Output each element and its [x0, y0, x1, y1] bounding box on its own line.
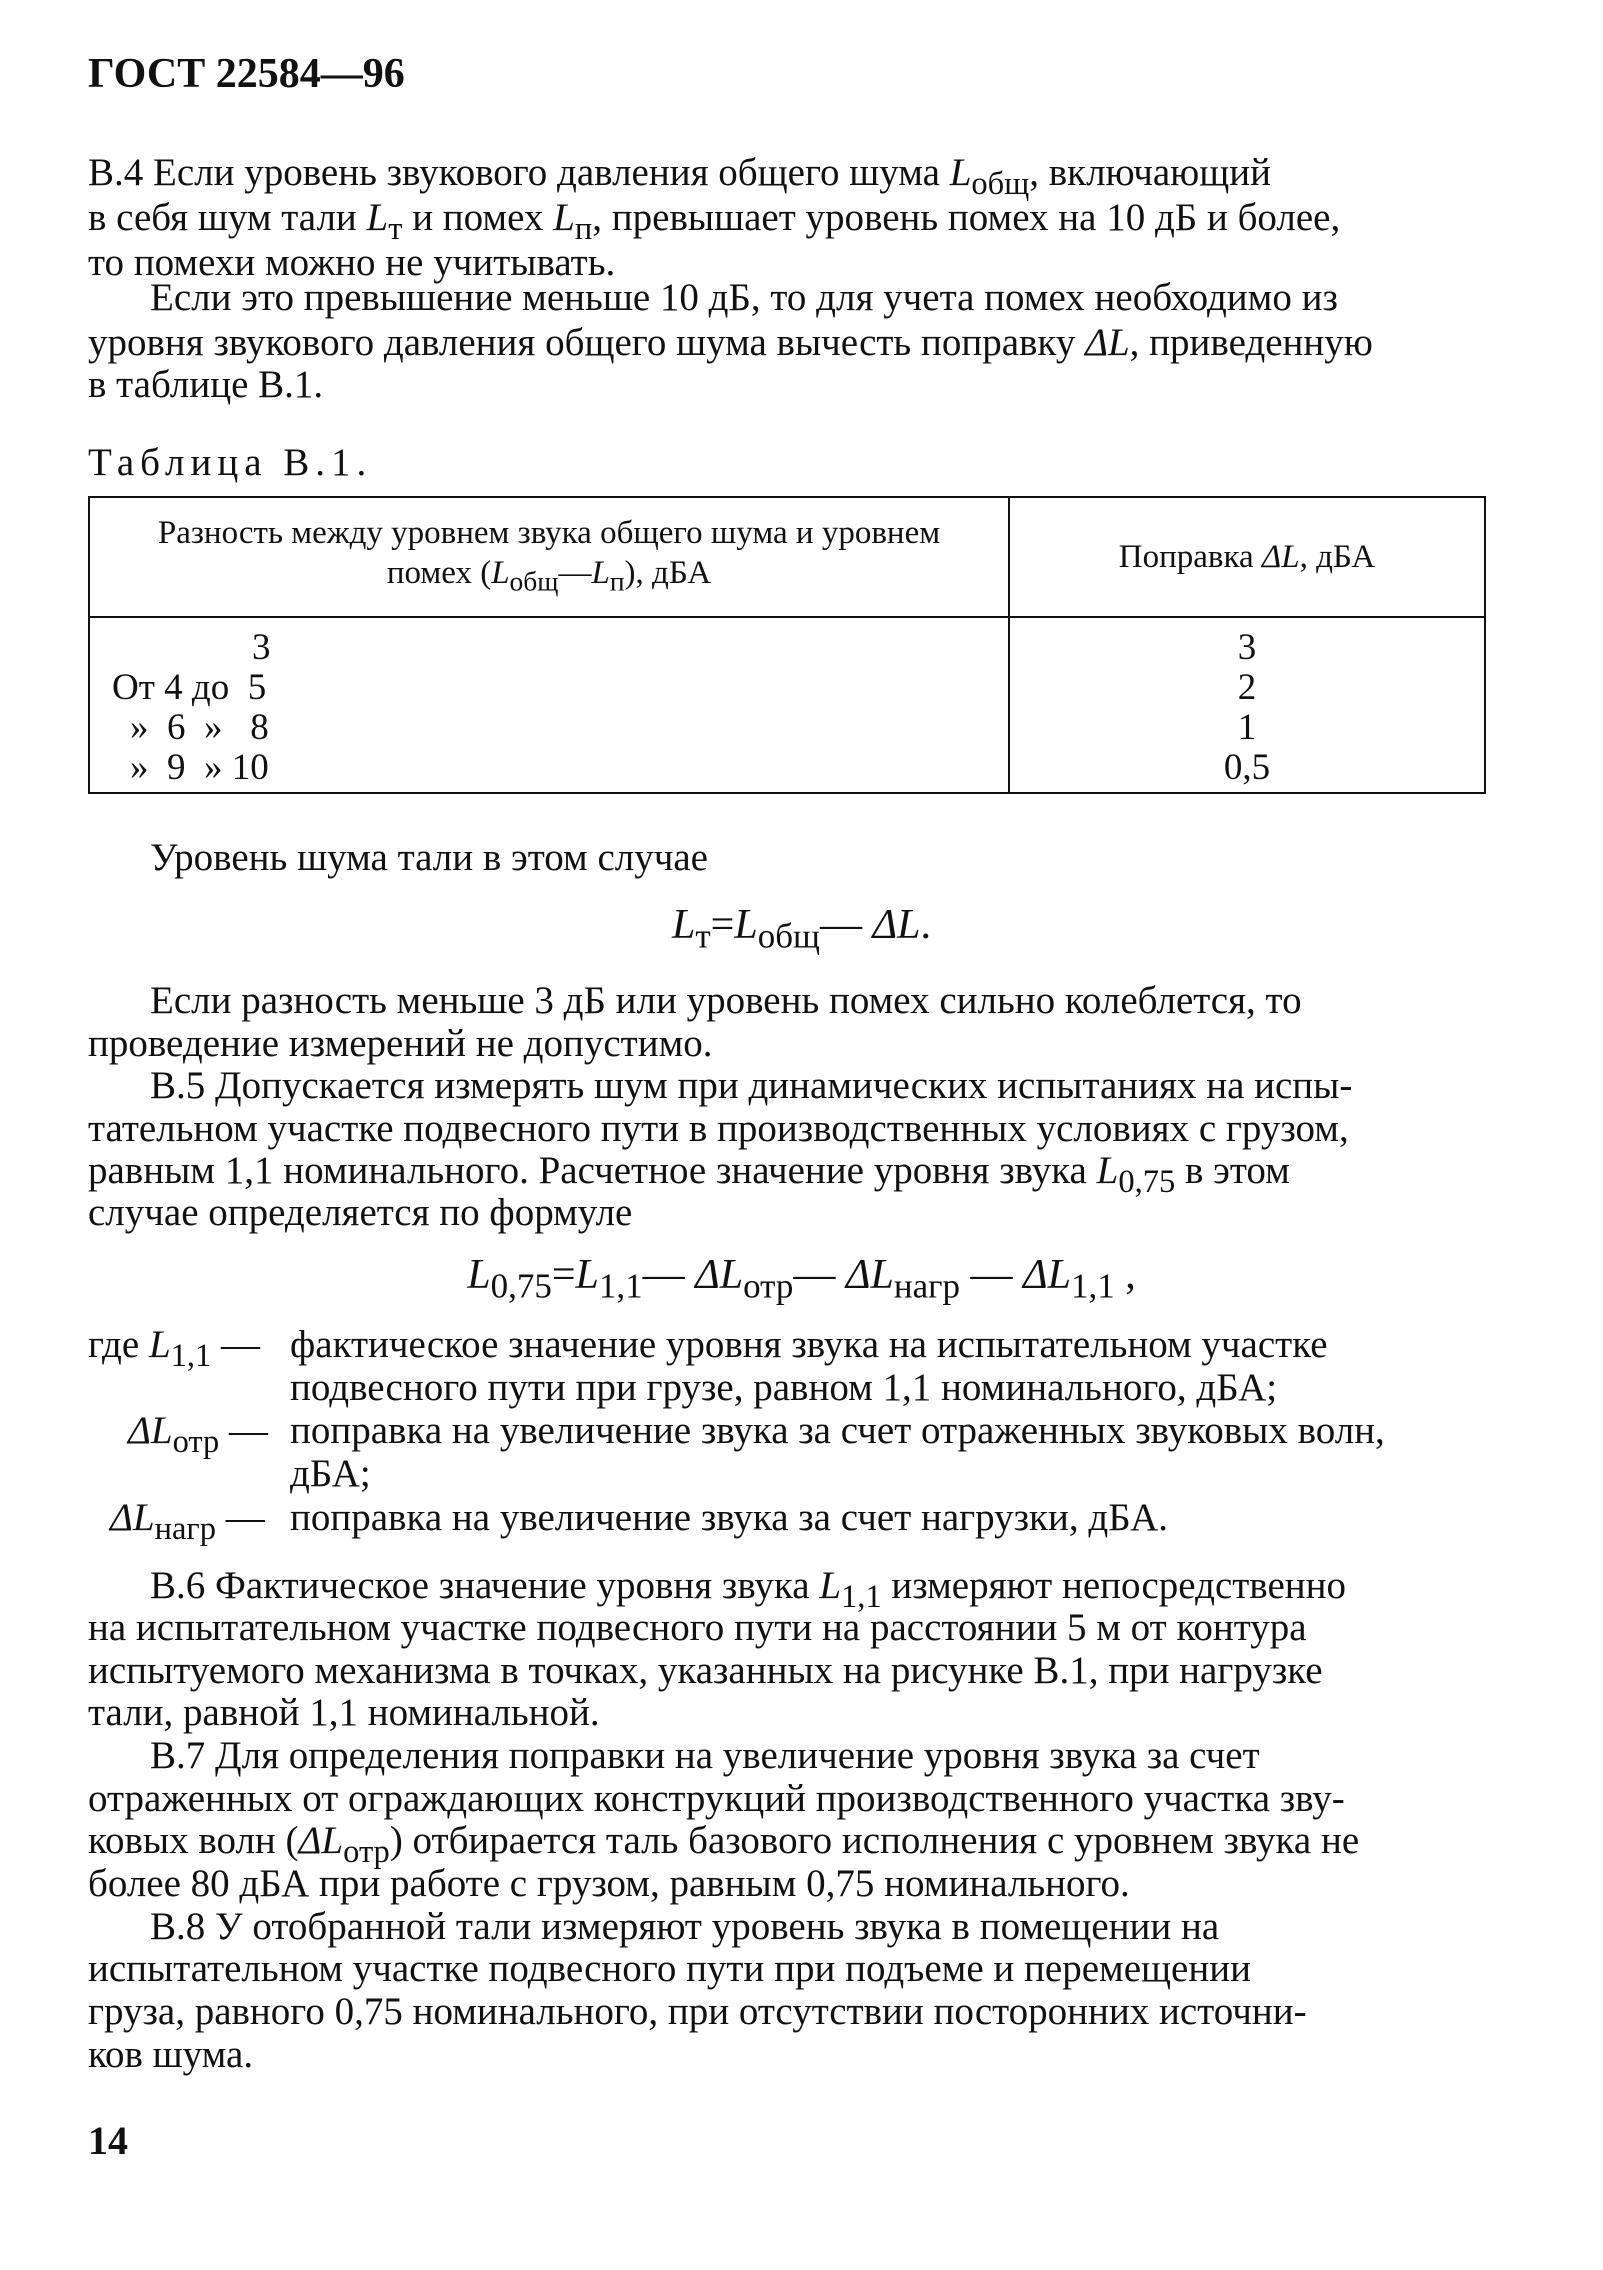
- paragraph-b4-2-line2: уровня звукового давления общего шума вычесть поправку ΔL, приведенную: [88, 321, 1373, 364]
- paragraph-b8-line1: В.8 У отобранной тали измеряют уровень звука в помещении на: [150, 1905, 1220, 1948]
- correction-table: [88, 496, 1486, 794]
- paragraph-b6-line3: испытуемого механизма в точках, указанных на рисунке В.1, при нагрузке: [88, 1649, 1323, 1692]
- paragraph-b6-line2: на испытательном участке подвесного пути на расстоянии 5 м от контура: [88, 1606, 1307, 1649]
- where-def-l11-line1: фактическое значение уровня звука на испытательном участке: [290, 1323, 1328, 1366]
- paragraph-b7-line2: отраженных от ограждающих конструкций производственного участка зву-: [88, 1777, 1345, 1820]
- document-header: ГОСТ 22584—96: [88, 51, 405, 97]
- paragraph-b5-line1: В.5 Допускается измерять шум при динамических испытаниях на испы-: [150, 1064, 1353, 1107]
- page-number: 14: [88, 2118, 128, 2163]
- where-def-dlotr-line2: дБА;: [290, 1452, 371, 1495]
- paragraph-b5-line2: тательном участке подвесного пути в производственных условиях с грузом,: [88, 1107, 1349, 1150]
- formula-l075: $L_{0,75}=L_{1,1}—$ $\Delta L_{отр}—$ $\Delta L_{нагр}$ — $\Delta L_{1,1}$ ,: [467, 1252, 1136, 1306]
- paragraph-b4-2-line3: в таблице В.1.: [88, 363, 324, 406]
- diff-note-line2: проведение измерений не допустимо.: [88, 1022, 713, 1065]
- paragraph-b7-line4: более 80 дБА при работе с грузом, равным 0,75 номинального.: [88, 1862, 1130, 1905]
- where-symbol-l11: где $L_{1,1}$ —: [88, 1323, 261, 1374]
- paragraph-b4-line3: то помехи можно не учитывать.: [88, 241, 616, 284]
- paragraph-b4-line1: В.4 Если уровень звукового давления общего шума $L_{общ}$, включающий: [88, 151, 1272, 202]
- table-row-correction: 0,5: [1223, 747, 1271, 788]
- where-symbol-dlnagr: $\Delta L_{нагр}$ —: [110, 1496, 265, 1547]
- table-caption: Таблица В.1.: [88, 441, 373, 484]
- paragraph-b8-line3: груза, равного 0,75 номинального, при отсутствии посторонних источни-: [88, 1990, 1307, 2033]
- paragraph-b4-line2: в себя шум тали $L_т$ и помех $L_п$, превышает уровень помех на 10 дБ и более,: [88, 196, 1341, 247]
- paragraph-b6-line4: тали, равной 1,1 номинальной.: [88, 1691, 600, 1734]
- where-def-dlnagr-line1: поправка на увеличение звука за счет нагрузки, дБА.: [290, 1496, 1169, 1539]
- paragraph-b8-line4: ков шума.: [88, 2033, 254, 2076]
- where-symbol-dlotr: $\Delta L_{отр}$ —: [128, 1409, 269, 1460]
- table-row-correction: 3: [1237, 627, 1257, 668]
- paragraph-b7-line3: ковых волн $(\Delta L_{отр})$ отбирается таль базового исполнения с уровнем звука не: [88, 1819, 1360, 1870]
- where-def-l11-line2: подвесного пути при грузе, равном 1,1 номинального, дБА;: [290, 1366, 1278, 1409]
- table-cell-difference-values: [89, 617, 1009, 793]
- table-row-difference: От 4 до 5: [112, 667, 267, 708]
- table-row-correction: 1: [1237, 707, 1257, 748]
- table-header-difference: Разность между уровнем звука общего шума и уровнем помех $(L_{общ}—L_п)$, дБА: [89, 497, 1009, 617]
- table-row-difference: » 6 » 8: [130, 707, 269, 748]
- paragraph-b6-line1: В.6 Фактическое значение уровня звука $L_{1,1}$ измеряют непосредственно: [150, 1564, 1347, 1615]
- paragraph-b7-line1: В.7 Для определения поправки на увеличение уровня звука за счет: [150, 1734, 1260, 1777]
- paragraph-b5-line4: случае определяется по формуле: [88, 1191, 633, 1234]
- table-cell-correction-values: [1009, 617, 1485, 793]
- paragraph-b8-line2: испытательном участке подвесного пути при подъеме и перемещении: [88, 1947, 1251, 1990]
- diff-note-line1: Если разность меньше 3 дБ или уровень помех сильно колеблется, то: [150, 979, 1302, 1022]
- paragraph-b5-line3: равным 1,1 номинального. Расчетное значение уровня звука $L_{0,75}$ в этом: [88, 1149, 1290, 1200]
- table-row-correction: 2: [1237, 667, 1257, 708]
- where-def-dlotr-line1: поправка на увеличение звука за счет отраженных звуковых волн,: [290, 1409, 1385, 1452]
- level-intro: Уровень шума тали в этом случае: [150, 836, 708, 879]
- table-row-difference: » 9 » 10: [130, 747, 269, 788]
- table-header-correction: Поправка ΔL, дБА: [1009, 497, 1485, 617]
- formula-lt: $L_т=L_{общ}—$ ΔL.: [672, 902, 931, 956]
- table-row-difference: 3: [252, 627, 271, 668]
- paragraph-b4-2-line1: Если это превышение меньше 10 дБ, то для учета помех необходимо из: [150, 276, 1338, 319]
